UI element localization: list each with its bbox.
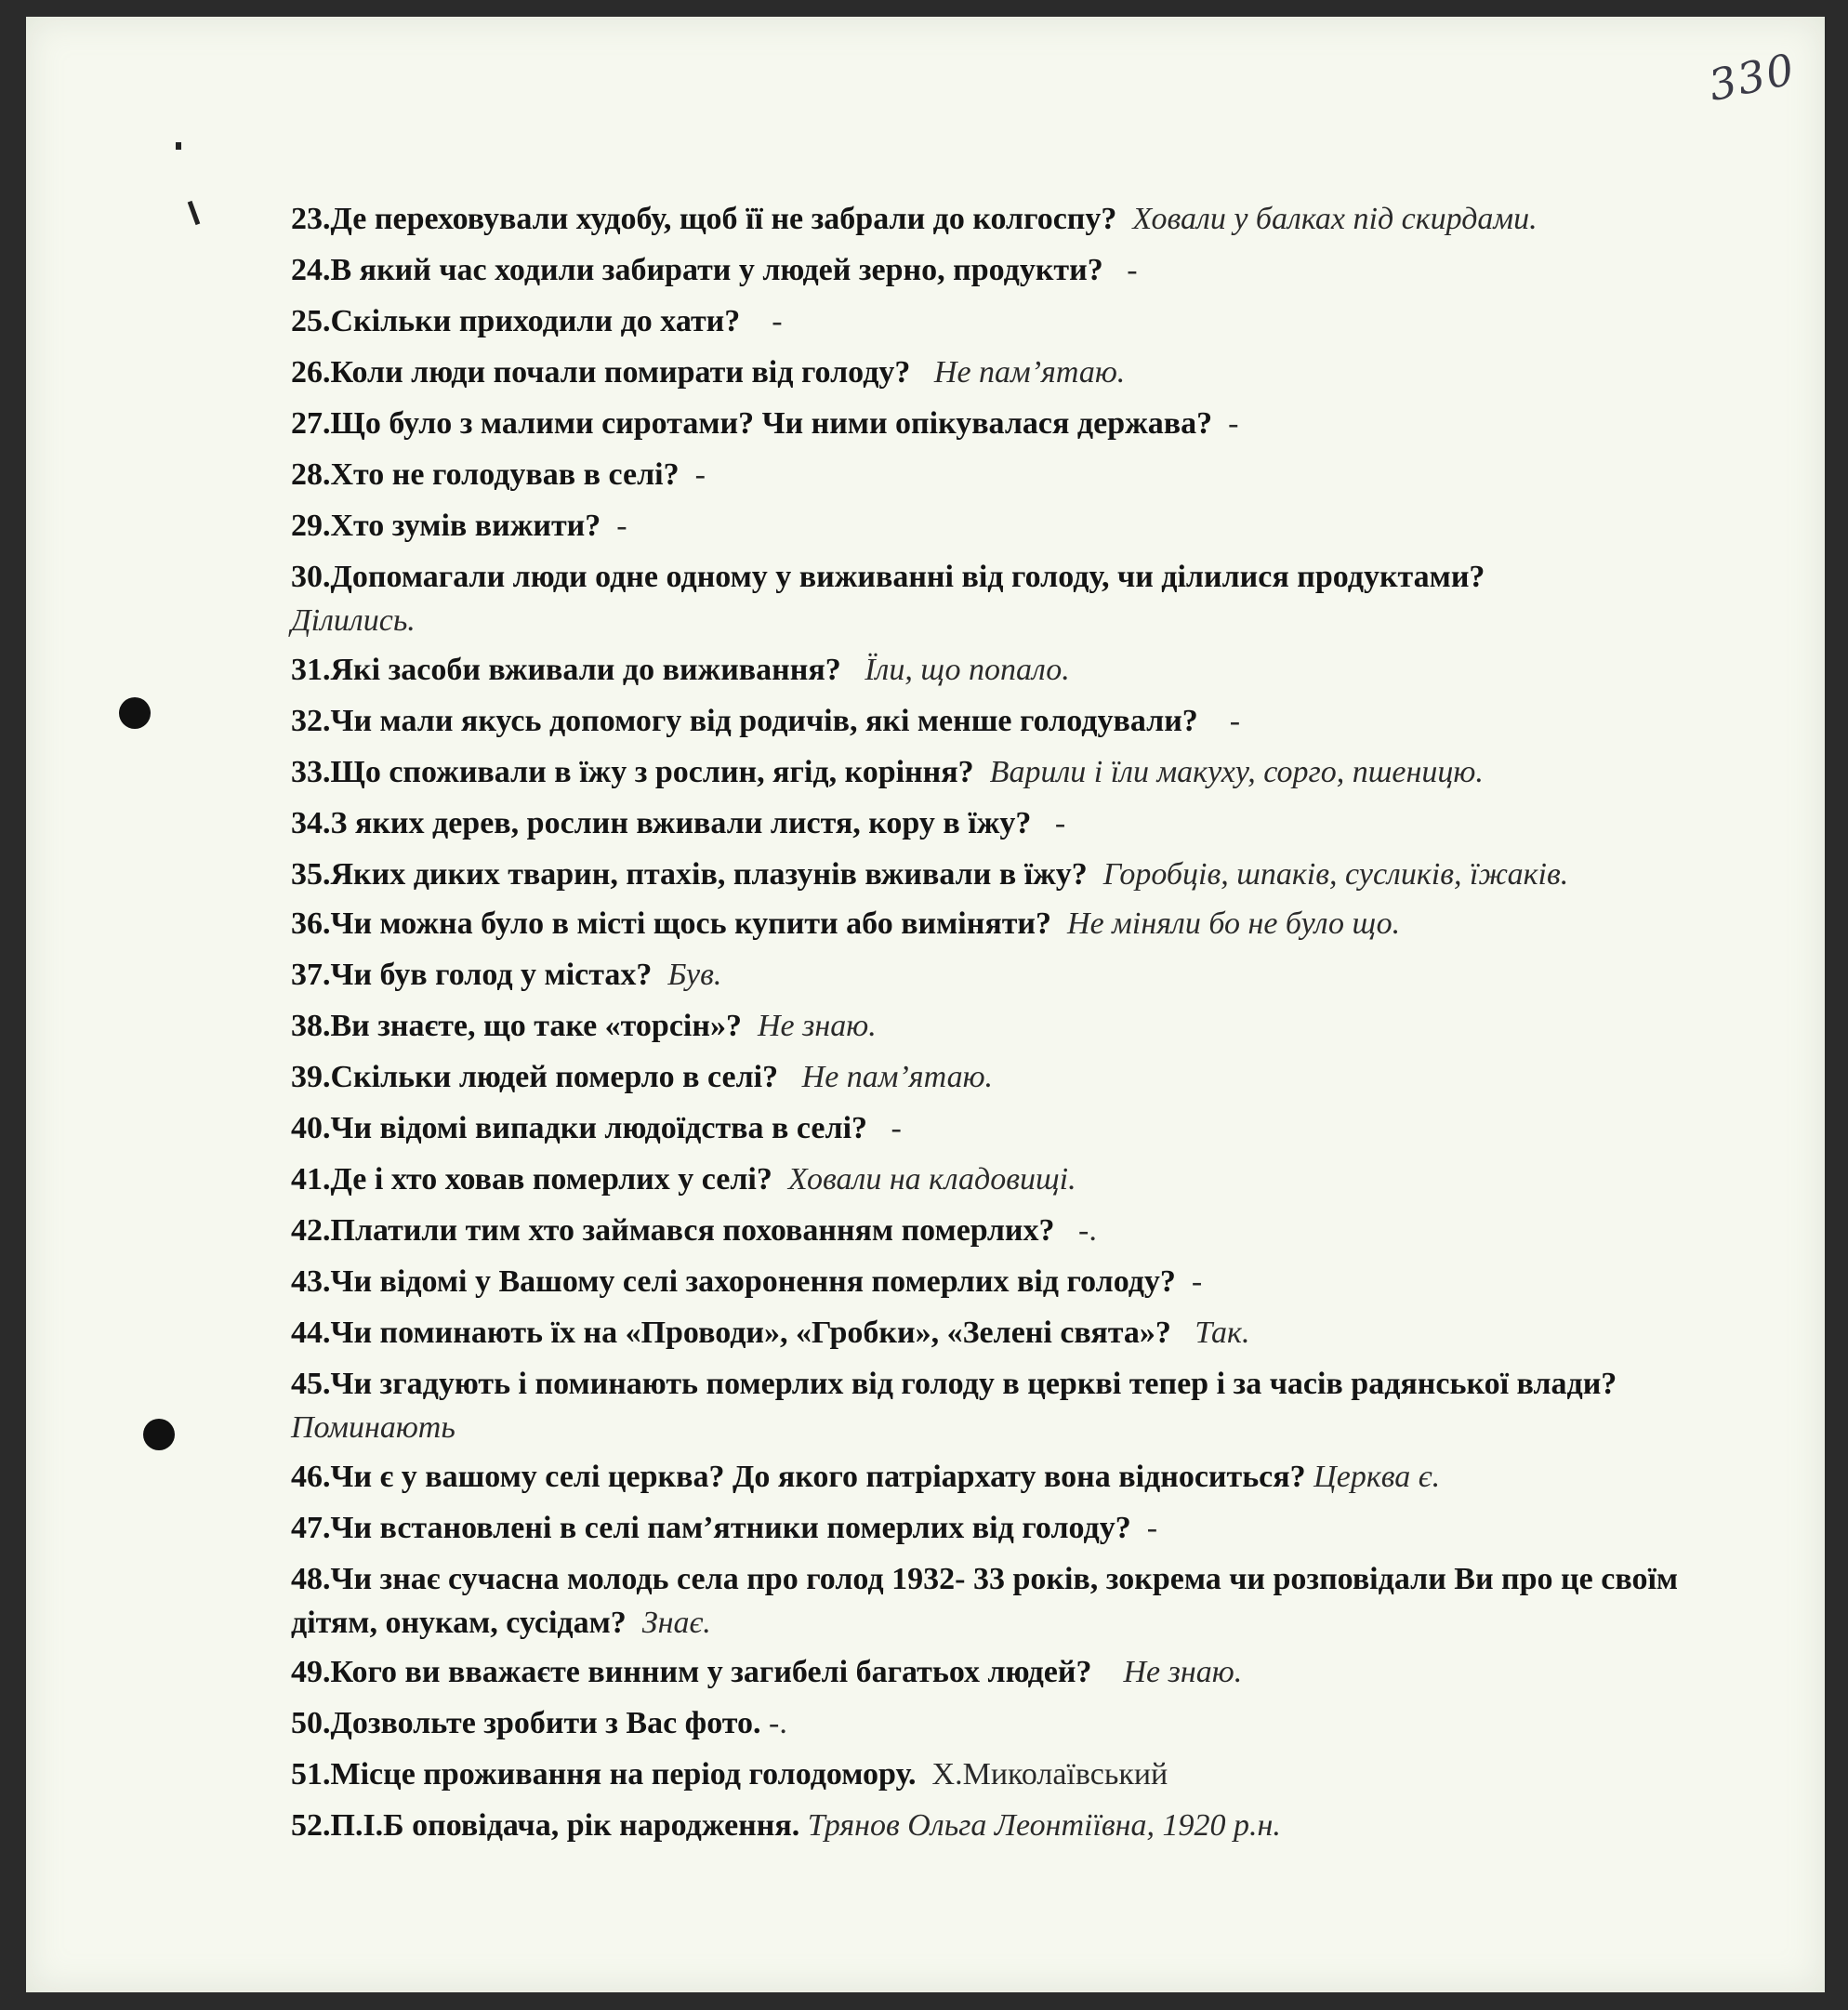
question-item — [291, 953, 1741, 997]
question-item — [291, 902, 1741, 945]
question-item — [291, 248, 1741, 292]
question-item — [291, 1311, 1741, 1355]
question-text: 48.Чи знає сучасна молодь села про голод 1932- 33 років, зокрема чи розповідали Ви про це своїм дітям, онукам, сусідам? — [291, 1562, 1679, 1640]
question-text: 38.Ви знаєте, що таке «торсін»? — [291, 1009, 742, 1043]
question-item — [291, 853, 1741, 896]
question-text: 23.Де переховували худобу, щоб її не забрали до колгоспу? — [291, 202, 1117, 236]
question-item — [291, 350, 1741, 394]
answer-text: - — [772, 304, 783, 338]
question-text: 34.З яких дерев, рослин вживали листя, кору в їжу? — [291, 806, 1032, 840]
answer-text: - — [891, 1111, 902, 1145]
question-text: 52.П.І.Б оповідача, рік народження. — [291, 1808, 800, 1843]
answer-text: Ховали на кладовищі. — [787, 1162, 1076, 1197]
question-text: 31.Які засоби вживали до виживання? — [291, 653, 841, 687]
answer-text: - — [616, 509, 627, 543]
question-text: 35.Яких диких тварин, птахів, плазунів вживали в їжу? — [291, 857, 1088, 892]
question-text: 26.Коли люди почали помирати від голоду? — [291, 355, 911, 390]
punch-hole — [119, 697, 151, 729]
question-text: 28.Хто не голодував в селі? — [291, 457, 680, 492]
question-item — [291, 1004, 1741, 1048]
question-text: 44.Чи поминають їх на «Проводи», «Гробки», «Зелені свята»? — [291, 1316, 1171, 1350]
question-text: 43.Чи відомі у Вашому селі захоронення померлих від голоду? — [291, 1264, 1176, 1299]
answer-text: Горобців, шпаків, сусликів, їжаків. — [1102, 857, 1569, 892]
answer-text: Не пам’ятаю. — [801, 1060, 994, 1094]
question-item — [291, 1106, 1741, 1150]
question-item — [291, 1209, 1741, 1252]
question-text: 41.Де і хто ховав померлих у селі? — [291, 1162, 772, 1197]
answer-text: -. — [1078, 1213, 1097, 1248]
question-item — [291, 648, 1741, 692]
scan-mark — [188, 201, 201, 225]
question-text: 33.Що споживали в їжу з рослин, ягід, коріння? — [291, 755, 974, 789]
punch-hole — [143, 1419, 175, 1450]
question-item — [291, 299, 1741, 343]
question-item — [291, 504, 1741, 548]
question-item — [291, 699, 1741, 743]
question-text: 36.Чи можна було в місті щось купити або виміняти? — [291, 906, 1052, 941]
question-text: 40.Чи відомі випадки людоїдства в селі? — [291, 1111, 868, 1145]
question-text: 49.Кого ви вважаєте винним у загибелі багатьох людей? — [291, 1655, 1092, 1689]
answer-text: Ділились. — [291, 603, 416, 638]
answer-text: - — [1191, 1264, 1203, 1299]
question-text: 24.В який час ходили забирати у людей зерно, продукти? — [291, 253, 1103, 287]
question-text: 37.Чи був голод у містах? — [291, 958, 653, 992]
question-item — [291, 1157, 1741, 1201]
answer-text: Був. — [667, 958, 722, 992]
question-list — [291, 197, 1741, 1855]
question-text: 25.Скільки приходили до хати? — [291, 304, 741, 338]
question-item — [291, 1506, 1741, 1550]
question-text: 32.Чи мали якусь допомогу від родичів, які менше голодували? — [291, 704, 1198, 738]
answer-text: - — [1228, 406, 1239, 441]
question-item — [291, 555, 1741, 642]
answer-text: Не міняли бо не було що. — [1067, 906, 1401, 941]
answer-text: Знає. — [641, 1606, 711, 1640]
question-text: 42.Платили тим хто займався похованням померлих? — [291, 1213, 1055, 1248]
question-item — [291, 1557, 1741, 1645]
question-item — [291, 1752, 1741, 1796]
question-text: 51.Місце проживання на період голодомору. — [291, 1757, 917, 1792]
answer-text: Поминають — [291, 1410, 455, 1445]
question-item — [291, 1055, 1741, 1099]
question-text: 29.Хто зумів вижити? — [291, 509, 601, 543]
question-item — [291, 197, 1741, 241]
question-text: 39.Скільки людей померло в селі? — [291, 1060, 779, 1094]
answer-text: Не знаю. — [1123, 1655, 1243, 1689]
answer-text: - — [694, 457, 706, 492]
question-item — [291, 453, 1741, 496]
question-text: 45.Чи згадують і поминають померлих від голоду в церкві тепер і за часів радянської влади? — [291, 1367, 1617, 1401]
answer-text: - — [1146, 1511, 1158, 1545]
question-text: 27.Що було з малими сиротами? Чи ними опікувалася держава? — [291, 406, 1213, 441]
question-item — [291, 1804, 1741, 1847]
question-item — [291, 1260, 1741, 1303]
answer-text: Не знаю. — [757, 1009, 877, 1043]
question-text: 30.Допомагали люди одне одному у виживанні від голоду, чи ділилися продуктами? — [291, 560, 1485, 594]
question-text: 50.Дозвольте зробити з Вас фото. — [291, 1706, 761, 1740]
answer-text: Церква є. — [1313, 1460, 1441, 1494]
scan-mark — [176, 142, 181, 150]
question-item — [291, 801, 1741, 845]
answer-text: -. — [769, 1706, 787, 1740]
question-item — [291, 1362, 1741, 1449]
answer-text: Так. — [1195, 1316, 1250, 1350]
answer-text: - — [1054, 806, 1066, 840]
answer-text: - — [1127, 253, 1138, 287]
answer-text: Х.Миколаївський — [931, 1757, 1168, 1792]
question-item — [291, 750, 1741, 794]
answer-text: Трянов Ольга Леонтіївна, 1920 р.н. — [807, 1808, 1281, 1843]
question-text: 46.Чи є у вашому селі церква? До якого патріархату вона відноситься? — [291, 1460, 1306, 1494]
answer-text: Ховали у балках під скирдами. — [1132, 202, 1538, 236]
question-item — [291, 1455, 1741, 1499]
answer-text: Варили і їли макуху, сорго, пшеницю. — [989, 755, 1484, 789]
question-item — [291, 1701, 1741, 1745]
question-text: 47.Чи встановлені в селі пам’ятники померлих від голоду? — [291, 1511, 1131, 1545]
answer-text: - — [1229, 704, 1241, 738]
answer-text: Їли, що попало. — [865, 653, 1070, 687]
document-page — [26, 17, 1825, 1992]
question-item — [291, 402, 1741, 445]
answer-text: Не пам’ятаю. — [933, 355, 1126, 390]
page-number: 330 — [1704, 43, 1801, 112]
question-item — [291, 1650, 1741, 1694]
